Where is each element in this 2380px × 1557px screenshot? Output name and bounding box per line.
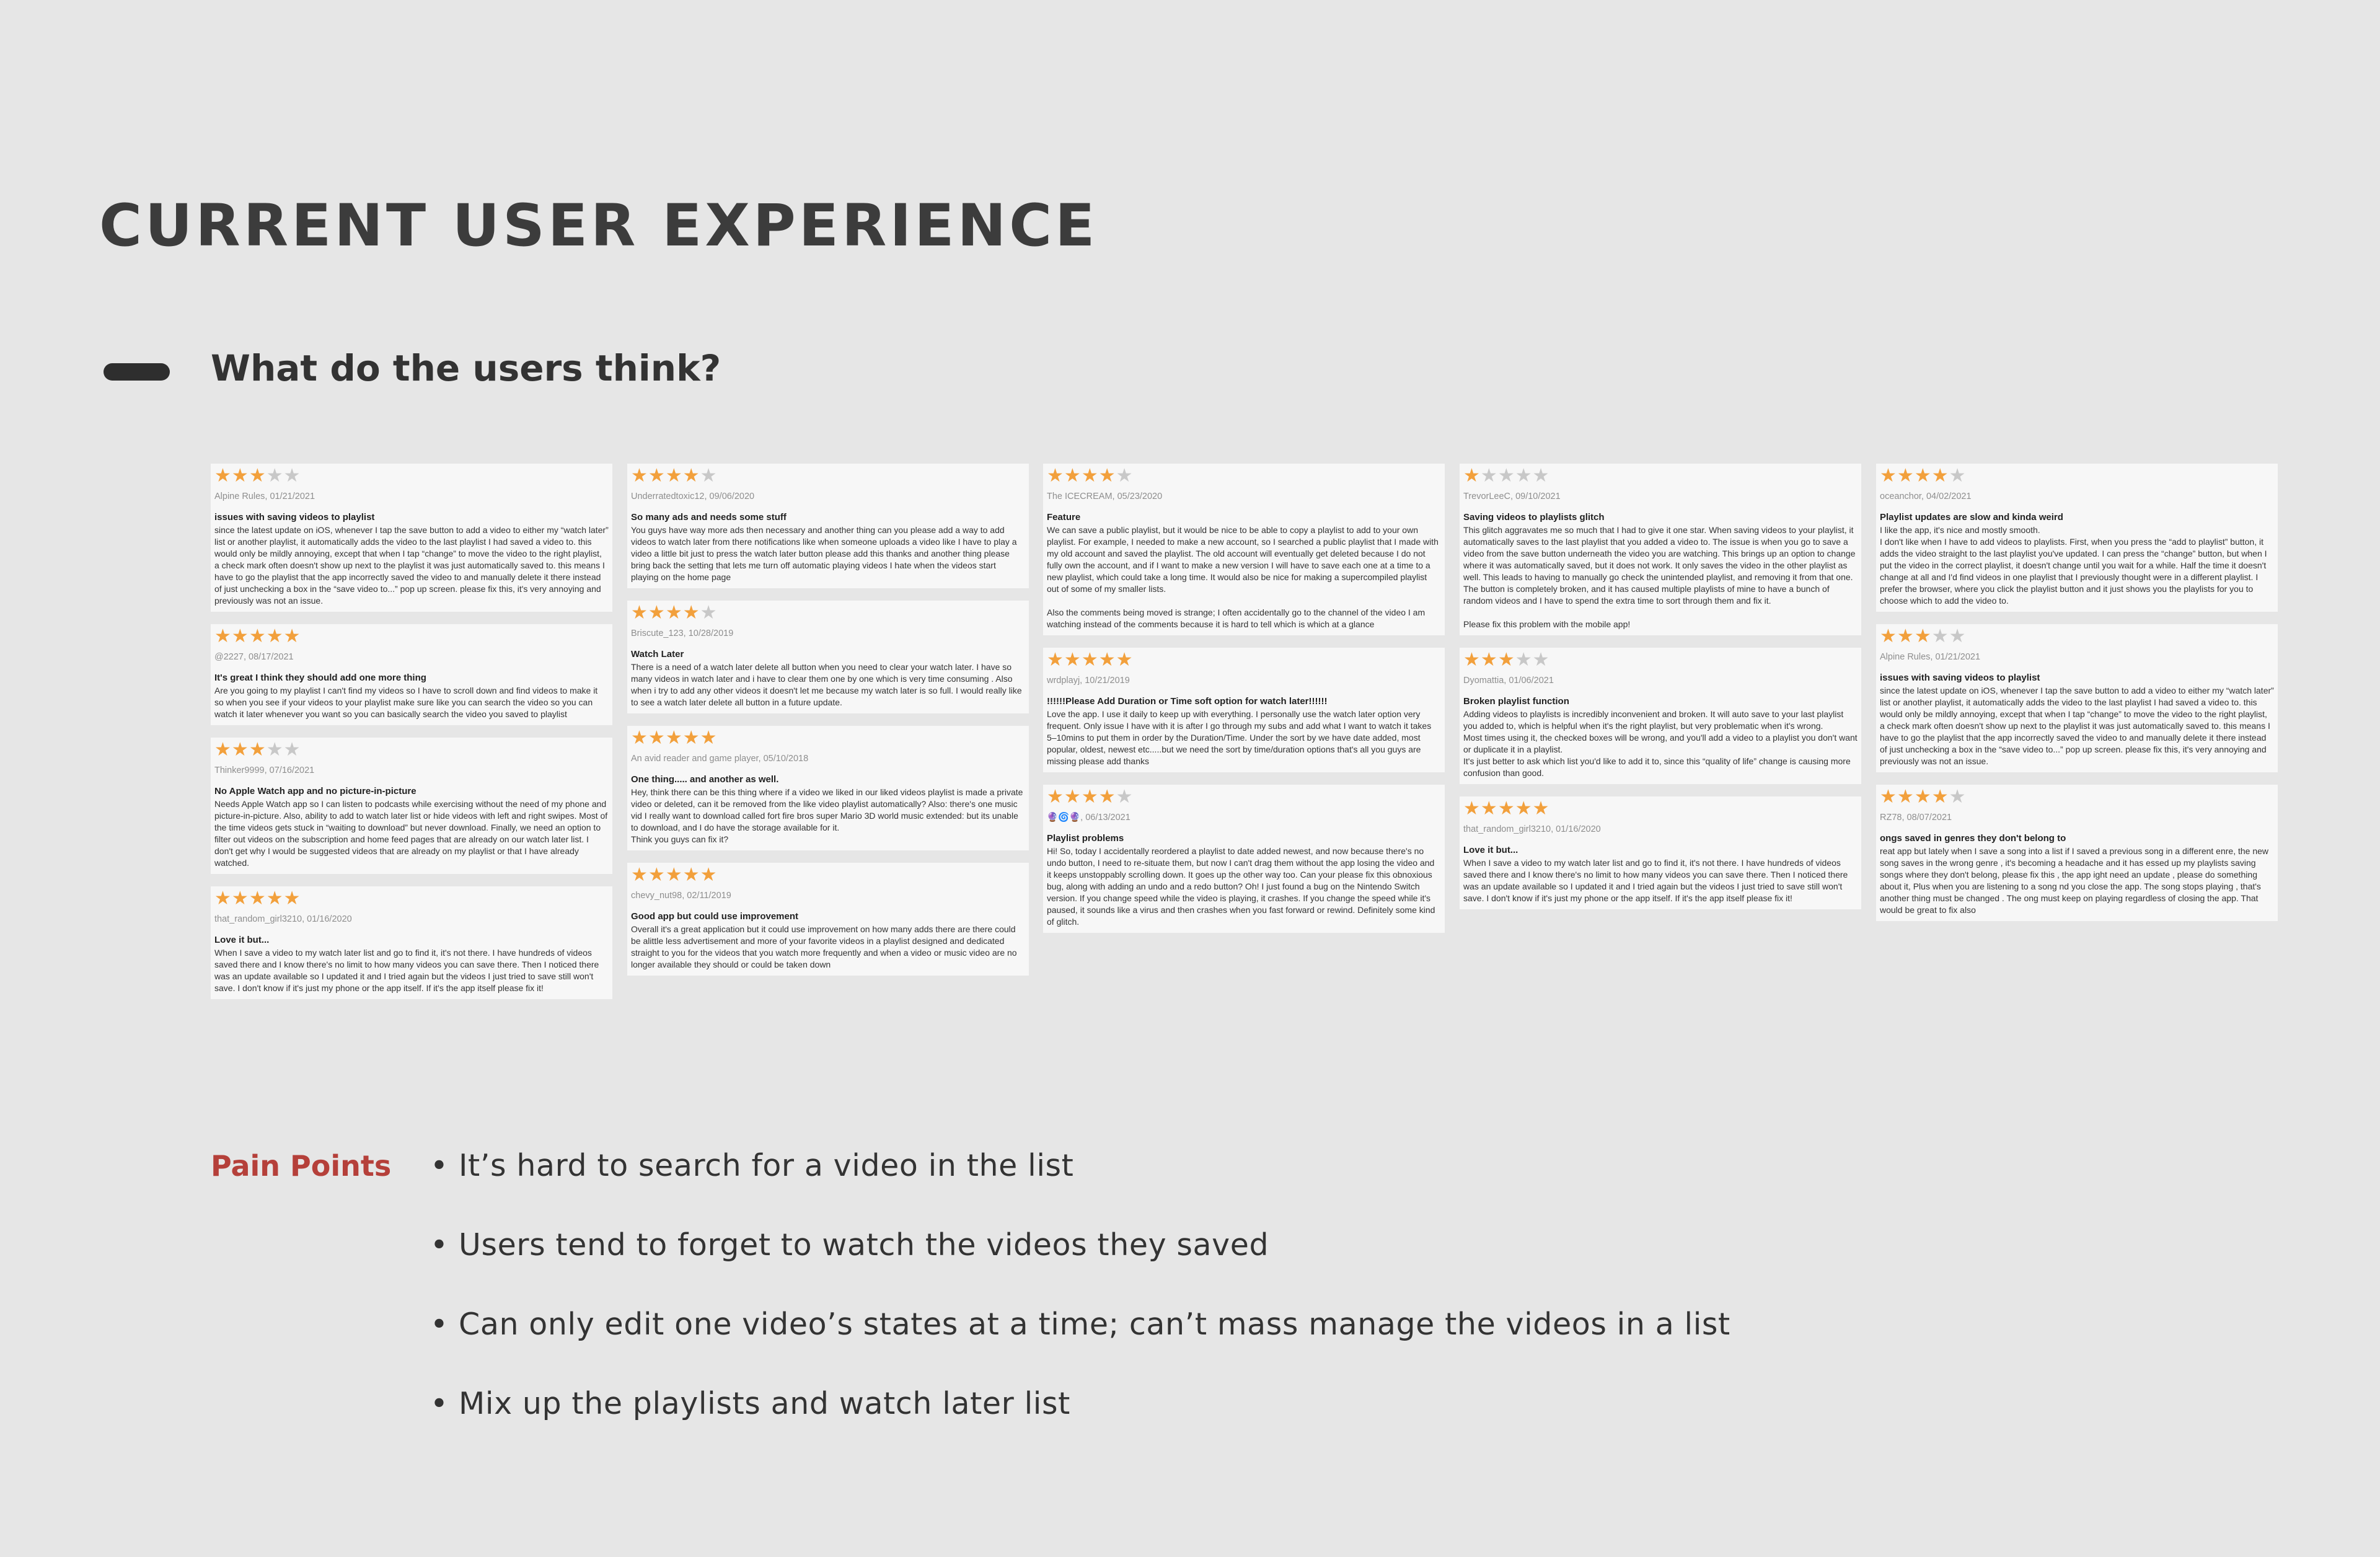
star-filled-icon: ★: [631, 865, 648, 885]
star-filled-icon: ★: [266, 626, 284, 646]
review-body: Love the app. I use it daily to keep up with everything. I personally use the watch later option very frequent. Only issue I have with it is after I go through my subs and add what I want to watch it takes 5–10mins to put them in order by the Duration/Time. Under the sort by we have date added, most popular, oldest, newest etc.....but we need the sort by time/duration options that's all you guys are missing please add thanks: [1047, 709, 1432, 766]
star-filled-icon: ★: [1897, 626, 1915, 646]
star-filled-icon: ★: [631, 465, 648, 486]
review-body: reat app but lately when I save a song into a list if I saved a previous song in a different enre, the new song saves in the wrong genre , it's becoming a headache and it has essed up my playlists saving songs where they don't belong, please fix this , the app ight need an update , please do something about it, Plus when you are listening to a song nd you close the app. The song stops playing , that's another thing must be changed . The ong must keep on playing regardless of closing the app. That would be great to fix also: [1880, 846, 2269, 915]
star-empty-icon: ★: [1480, 465, 1498, 486]
section-dash-marker: [104, 363, 170, 381]
star-empty-icon: ★: [700, 602, 718, 623]
pain-point-text: Users tend to forget to watch the videos they saved: [459, 1227, 1269, 1263]
review-card: [1460, 464, 1861, 635]
star-filled-icon: ★: [249, 888, 267, 909]
star-empty-icon: ★: [1532, 465, 1550, 486]
review-author: that_random_girl3210, 01/16/2020: [1463, 824, 1601, 834]
star-filled-icon: ★: [648, 865, 666, 885]
review-card: [211, 464, 612, 612]
star-rating: [1880, 787, 2274, 807]
review-author: oceanchor, 04/02/2021: [1880, 492, 1972, 501]
star-filled-icon: ★: [682, 728, 700, 748]
star-filled-icon: ★: [1098, 465, 1116, 486]
star-filled-icon: ★: [665, 465, 683, 486]
review-column-4: [1460, 464, 1861, 922]
review-card: [1460, 796, 1861, 909]
review-title: No Apple Watch app and no picture-in-picture: [214, 786, 416, 796]
review-card: [627, 464, 1029, 588]
star-empty-icon: ★: [1497, 465, 1515, 486]
review-body: Hey, think there can be this thing where if a video we liked in our liked videos playlist is made a private video or deleted, can it be removed from the like video playlist automatically? Also: there's one music vid I really want to download called fort fire bros super Mario 3D world music extended: but its unable to download, and I do have the storage available for it. Think you guys can fix it?: [631, 787, 1023, 844]
review-card: [1043, 648, 1445, 772]
star-filled-icon: ★: [665, 865, 683, 885]
star-filled-icon: ★: [231, 888, 249, 909]
star-filled-icon: ★: [266, 888, 284, 909]
review-author: An avid reader and game player, 05/10/2018: [631, 754, 809, 764]
star-filled-icon: ★: [1098, 787, 1116, 807]
pain-point-text: Mix up the playlists and watch later list: [459, 1386, 1070, 1421]
star-rating: [1047, 650, 1441, 670]
pain-point-text: It’s hard to search for a video in the list: [459, 1148, 1074, 1183]
star-filled-icon: ★: [1914, 787, 1932, 807]
review-card: [1876, 464, 2278, 612]
star-filled-icon: ★: [1098, 650, 1116, 670]
star-filled-icon: ★: [1515, 798, 1533, 819]
review-author: Alpine Rules, 01/21/2021: [1880, 652, 1981, 662]
review-title: It's great I think they should add one more thing: [214, 673, 426, 683]
review-column-2: [627, 464, 1029, 988]
star-filled-icon: ★: [1897, 787, 1915, 807]
star-filled-icon: ★: [283, 626, 301, 646]
bullet-dot: •: [430, 1227, 449, 1263]
star-empty-icon: ★: [700, 465, 718, 486]
review-title: ongs saved in genres they don't belong to: [1880, 833, 2066, 844]
star-filled-icon: ★: [1064, 465, 1082, 486]
star-rating: [1463, 466, 1858, 486]
review-card: [1876, 785, 2278, 921]
review-card: [1043, 785, 1445, 933]
star-filled-icon: ★: [1081, 650, 1099, 670]
review-author: The ICECREAM, 05/23/2020: [1047, 492, 1163, 501]
review-card: [627, 726, 1029, 850]
review-card: [1876, 624, 2278, 772]
review-card: [211, 886, 612, 999]
star-filled-icon: ★: [1914, 465, 1932, 486]
star-filled-icon: ★: [1047, 650, 1064, 670]
review-title: Feature: [1047, 512, 1081, 523]
star-filled-icon: ★: [231, 626, 249, 646]
review-title: issues with saving videos to playlist: [214, 512, 375, 523]
star-filled-icon: ★: [283, 888, 301, 909]
star-filled-icon: ★: [1116, 650, 1134, 670]
review-body: We can save a public playlist, but it would be nice to be able to copy a playlist to add to your own playlist. For example, I needed to make a new account, so I searched a public playlist that I made with my old account and saved the playlist. The old account will eventually get deleted because I do not fully own the account, and if I want to make a new version I will have to save each one at a time to a new playlist, which could take a long time. It would also be nice for making a supercompiled playlist out of some of my smaller lists. Also the comments being moved is strange; I often accidentally go to the channel of the video I am watching instead of the comments because it is hard to tell which is which at a glance: [1047, 525, 1439, 629]
star-filled-icon: ★: [1914, 626, 1932, 646]
star-filled-icon: ★: [1497, 798, 1515, 819]
star-filled-icon: ★: [682, 865, 700, 885]
star-rating: [214, 466, 609, 486]
pain-points-label: Pain Points: [211, 1149, 392, 1183]
review-title: Playlist updates are slow and kinda weird: [1880, 512, 2063, 523]
review-column-1: [211, 464, 612, 1012]
pain-points-list: [430, 1144, 1730, 1462]
star-empty-icon: ★: [283, 739, 301, 760]
pain-point-item: [430, 1224, 1730, 1303]
review-title: Love it but...: [214, 935, 270, 945]
star-filled-icon: ★: [1064, 787, 1082, 807]
star-filled-icon: ★: [682, 465, 700, 486]
star-filled-icon: ★: [1463, 650, 1481, 670]
review-title: One thing..... and another as well.: [631, 774, 779, 785]
star-filled-icon: ★: [1931, 465, 1949, 486]
star-filled-icon: ★: [648, 602, 666, 623]
star-filled-icon: ★: [1497, 650, 1515, 670]
review-column-3: [1043, 464, 1445, 945]
star-empty-icon: ★: [1116, 465, 1134, 486]
review-body: I like the app, it's nice and mostly smooth. I don't like when I have to add videos to playlists. First, when you press the “add to playlist” button, it adds the video straight to the last playlist you've updated. I can press the “change” button, but when I put the video in the correct playlist, it doesn't change until you wait for a while. Half the time it doesn't change at all and I'd find videos in one playlist that I previously thought were in a different playlist. I prefer the browser, where you click the playlist button and it just shows you the playlists for you to choose which to add the video to.: [1880, 525, 2267, 606]
star-filled-icon: ★: [1463, 465, 1481, 486]
review-body: When I save a video to my watch later list and go to find it, it's not there. I have hundreds of videos saved there and I know there's no limit to how many videos you can save there. Then I noticed there was an update available so I updated it and I tried again but the videos I just tried to save still won't save. I don't know if it's just my phone or the app itself. If it's the app itself please fix it!: [214, 948, 599, 993]
star-filled-icon: ★: [1081, 465, 1099, 486]
review-title: So many ads and needs some stuff: [631, 512, 787, 523]
star-empty-icon: ★: [1515, 650, 1533, 670]
star-rating: [214, 627, 609, 646]
star-filled-icon: ★: [249, 739, 267, 760]
star-rating: [1880, 466, 2274, 486]
star-empty-icon: ★: [266, 465, 284, 486]
review-title: Watch Later: [631, 649, 684, 659]
star-filled-icon: ★: [1463, 798, 1481, 819]
star-empty-icon: ★: [1515, 465, 1533, 486]
review-body: Overall it's a great application but it could use improvement on how many adds there are there could be alittle less advertisement and more of your favorite videos in a playlist designed and dedicated straight to you for the videos that you watch more frequently and when a video or music video are no longer available they should or could be taken down: [631, 924, 1017, 969]
star-filled-icon: ★: [1081, 787, 1099, 807]
star-filled-icon: ★: [1532, 798, 1550, 819]
star-filled-icon: ★: [1880, 626, 1897, 646]
star-empty-icon: ★: [1931, 626, 1949, 646]
star-rating: [214, 889, 609, 909]
review-author: 🔮🌀🔮, 06/13/2021: [1047, 813, 1130, 823]
review-card: [627, 863, 1029, 976]
star-filled-icon: ★: [249, 626, 267, 646]
pain-point-item: [430, 1382, 1730, 1462]
review-author: Thinker9999, 07/16/2021: [214, 765, 315, 775]
star-filled-icon: ★: [665, 602, 683, 623]
bullet-dot: •: [430, 1148, 449, 1183]
star-filled-icon: ★: [1064, 650, 1082, 670]
star-filled-icon: ★: [1880, 787, 1897, 807]
bullet-dot: •: [430, 1307, 449, 1342]
review-title: Playlist problems: [1047, 833, 1124, 844]
star-filled-icon: ★: [231, 739, 249, 760]
review-card: [211, 738, 612, 874]
star-rating: [631, 865, 1025, 885]
star-empty-icon: ★: [1949, 465, 1967, 486]
star-filled-icon: ★: [214, 465, 232, 486]
pain-point-item: [430, 1144, 1730, 1224]
review-body: You guys have way more ads then necessary and another thing can you please add a way to add videos to watch later from there notifications like when someone uploads a video like I have to play a video a little bit just to press the watch later button please add this thanks and another thing please bring back the setting that lets me turn off automatic playing videos I hate when the videos start playing on the home page: [631, 525, 1017, 582]
star-rating: [1047, 787, 1441, 807]
review-title: Saving videos to playlists glitch: [1463, 512, 1605, 523]
star-filled-icon: ★: [1047, 465, 1064, 486]
review-author: chevy_nut98, 02/11/2019: [631, 891, 731, 901]
review-author: TrevorLeeC, 09/10/2021: [1463, 492, 1561, 501]
review-title: Good app but could use improvement: [631, 911, 799, 922]
review-body: Needs Apple Watch app so I can listen to podcasts while exercising without the need of my phone and picture-in-picture. Also, ability to add to watch later list or hide videos with left and right swipes. Most of the time videos gets stuck in “waiting to download” but never download. Finally, we need an option to filter out videos on the subscription and home feed pages that are already on our watch later list. I don't get why I would be suggested videos that are already on my playlist or that I have already watched.: [214, 799, 608, 868]
review-title: issues with saving videos to playlist: [1880, 673, 2040, 683]
star-filled-icon: ★: [214, 626, 232, 646]
star-filled-icon: ★: [648, 465, 666, 486]
review-title: Broken playlist function: [1463, 696, 1569, 707]
star-filled-icon: ★: [1047, 787, 1064, 807]
review-author: Briscute_123, 10/28/2019: [631, 629, 734, 638]
star-filled-icon: ★: [648, 728, 666, 748]
review-column-5: [1876, 464, 2278, 933]
star-rating: [1463, 650, 1858, 670]
star-empty-icon: ★: [283, 465, 301, 486]
review-author: Underratedtoxic12, 09/06/2020: [631, 492, 755, 501]
review-body: Adding videos to playlists is incredibly inconvenient and broken. It will auto save to your last playlist you added to, which is helpful when it's the right playlist, but very problematic when it's wrong. Most times using it, the checked boxes will be wrong, and you'll add a video to a playlist you don't want or duplicate it in a playlist. It's just better to ask which list you'd like to add it to, since this “quality of life” change is causing more confusion than good.: [1463, 709, 1858, 778]
star-filled-icon: ★: [631, 602, 648, 623]
review-card: [1043, 464, 1445, 635]
star-empty-icon: ★: [1949, 787, 1967, 807]
review-card: [627, 601, 1029, 713]
review-body: since the latest update on iOS, whenever I tap the save button to add a video to either my “watch later” list or another playlist, it automatically adds the video to the last playlist I had saved a video to. this would only be mildly annoying, except that when I tap “change” to move the video to the right playlist, a check mark often doesn't show up next to the playlist it was just automatically saved to. this means I have to go the playlist that the app incorrectly saved the video to and manually delete it there instead of just unchecking a box in the “save video to...” pop up screen. please fix this, it's very annoying and previously was not an issue.: [1880, 686, 2274, 766]
star-filled-icon: ★: [1897, 465, 1915, 486]
star-rating: [1463, 799, 1858, 819]
star-rating: [1047, 466, 1441, 486]
review-body: since the latest update on iOS, whenever I tap the save button to add a video to either my “watch later” list or another playlist, it automatically adds the video to the last playlist I had saved a video to. this would only be mildly annoying, except that when I tap “change” to move the video to the right playlist, a check mark often doesn't show up next to the playlist it was just automatically saved to. this means I have to go the playlist that the app incorrectly saved the video to and manually delete it there instead of just unchecking a box in the “save video to...” pop up screen. please fix this, it's very annoying and previously was not an issue.: [214, 525, 609, 606]
review-author: RZ78, 08/07/2021: [1880, 813, 1952, 823]
bullet-dot: •: [430, 1386, 449, 1421]
star-rating: [631, 466, 1025, 486]
review-title: Love it but...: [1463, 845, 1518, 855]
section-subtitle: What do the users think?: [211, 347, 721, 389]
review-author: Alpine Rules, 01/21/2021: [214, 492, 315, 501]
pain-point-item: [430, 1303, 1730, 1382]
review-card: [1460, 648, 1861, 784]
star-rating: [631, 603, 1025, 623]
star-filled-icon: ★: [214, 888, 232, 909]
star-rating: [631, 728, 1025, 748]
star-filled-icon: ★: [214, 739, 232, 760]
review-body: There is a need of a watch later delete all button when you need to clear your watch later. I have so many videos in watch later and i have to clear them one by one which is very time consuming . Also when i try to add any other videos it doesn't let me because my watch later is so full. I would really like to see a watch later delete all button in a future update.: [631, 662, 1022, 707]
star-filled-icon: ★: [1931, 787, 1949, 807]
star-empty-icon: ★: [1116, 787, 1134, 807]
star-filled-icon: ★: [1480, 650, 1498, 670]
star-filled-icon: ★: [700, 865, 718, 885]
star-filled-icon: ★: [631, 728, 648, 748]
pain-point-text: Can only edit one video’s states at a time; can’t mass manage the videos in a list: [459, 1307, 1730, 1342]
star-empty-icon: ★: [266, 739, 284, 760]
review-author: Dyomattia, 01/06/2021: [1463, 676, 1554, 686]
review-body: Are you going to my playlist I can't find my videos so I have to scroll down and find videos to make it so when you see if your videos to your playlist make sure like you can search the video so you can watch it later whenever you want so you can basically search the video you saved to playlist: [214, 686, 598, 719]
review-title: !!!!!!Please Add Duration or Time soft option for watch later!!!!!!: [1047, 696, 1328, 707]
review-author: wrdplayj, 10/21/2019: [1047, 676, 1130, 686]
review-author: @2227, 08/17/2021: [214, 652, 294, 662]
page-title: CURRENT USER EXPERIENCE: [99, 192, 1098, 260]
review-body: This glitch aggravates me so much that I had to give it one star. When saving videos to your playlist, it automatically saves to the last playlist that you added a video to. The issue is when you go to save a video from the save button underneath the video you are watching. This brings up an option to change where it was automatically saved, but it does not work. It only saves the video in the other playlist as well. This leads to having to manually go check the unintended playlist, and removing it from that one. The button is completely broken, and it has caused multiple playlists of mine to have a bunch of random videos and I have to spend the extra time to sort through them and fix it. Please fix this problem with the mobile app!: [1463, 525, 1856, 629]
star-filled-icon: ★: [700, 728, 718, 748]
star-filled-icon: ★: [1880, 465, 1897, 486]
star-rating: [1880, 627, 2274, 646]
review-author: that_random_girl3210, 01/16/2020: [214, 914, 352, 924]
star-filled-icon: ★: [682, 602, 700, 623]
star-rating: [214, 740, 609, 760]
review-body: Hi! So, today I accidentally reordered a playlist to date added newest, and now because there's no undo button, I need to re-situate them, but now I can't drag them without the app losing the video and it keeps unstoppably scrolling down. It goes up the other way too. Can your please fix this obnoxious bug, along with adding an undo and a redo button? Oh! I just found a bug on the Nintendo Switch version. If you change speed while the video is playing, it crashes. If you change the speed while it's paused, it sounds like a virus and then crashes when you fast forward or rewind. Definitely some kind of glitch.: [1047, 846, 1435, 927]
star-filled-icon: ★: [231, 465, 249, 486]
star-filled-icon: ★: [1480, 798, 1498, 819]
star-empty-icon: ★: [1949, 626, 1967, 646]
review-card: [211, 624, 612, 725]
review-body: When I save a video to my watch later list and go to find it, it's not there. I have hundreds of videos saved there and I know there's no limit to how many videos you can save there. Then I noticed there was an update available so I updated it and I tried again but the videos I just tried to save still won't save. I don't know if it's just my phone or the app itself. If it's the app itself please fix it!: [1463, 858, 1848, 903]
star-filled-icon: ★: [665, 728, 683, 748]
star-empty-icon: ★: [1532, 650, 1550, 670]
star-filled-icon: ★: [249, 465, 267, 486]
